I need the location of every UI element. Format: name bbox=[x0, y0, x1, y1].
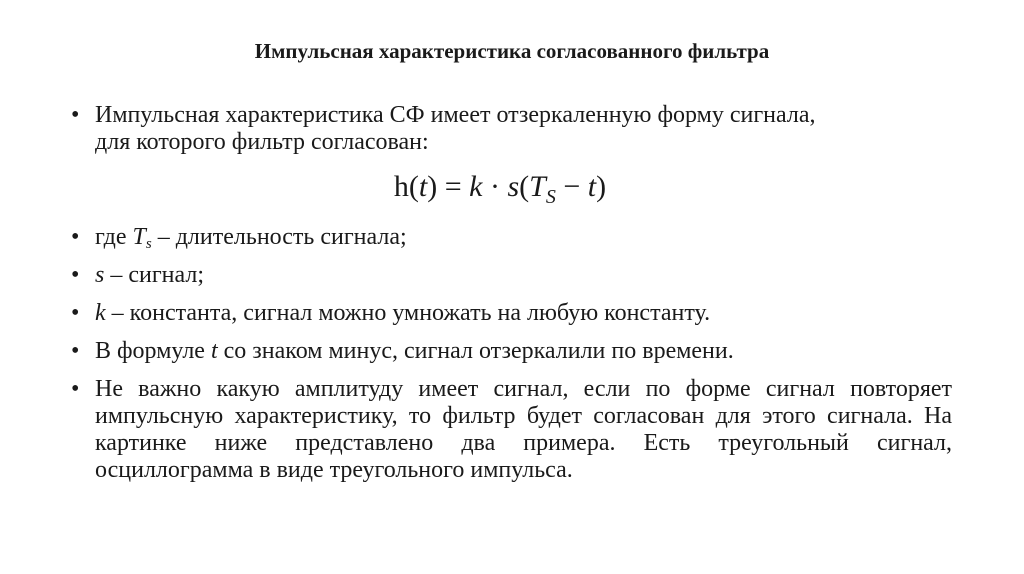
bullet-t-var: t bbox=[210, 338, 218, 364]
formula-h: h( bbox=[393, 170, 419, 203]
bullet-ts-var-letter: T bbox=[132, 224, 146, 250]
bullet-impulse-response bbox=[68, 102, 952, 156]
formula-eq: ) = bbox=[427, 170, 470, 203]
bullet-k-var: k bbox=[95, 300, 106, 326]
bullet-amplitude-note: • Не важно какую амплитуду имеет сигнал, если по форме сигнал повторяет импульсную характеристику, то фильтр будет согласован для этого сигнала. На картинке ниже представлено два примера. Есть треугольный сигнал, осциллограмма в виде треугольного импульса. bbox=[68, 376, 952, 484]
bullet-s-var: s bbox=[95, 262, 105, 288]
bullet-ts-var bbox=[133, 224, 152, 250]
bullet-impulse-response-line1: Импульсная характеристика СФ имеет отзеркаленную форму сигнала, bbox=[95, 102, 816, 128]
formula-T-subscript: S bbox=[545, 186, 556, 208]
bullet-k-definition bbox=[68, 300, 952, 327]
formula-k: k bbox=[469, 170, 483, 203]
bullet-s-text: – сигнал; bbox=[104, 262, 205, 288]
slide-title: Импульсная характеристика согласованного фильтра bbox=[254, 39, 770, 63]
formula-t: t bbox=[418, 170, 428, 203]
formula bbox=[68, 170, 952, 208]
formula-T: T bbox=[529, 170, 546, 203]
formula-minus: − bbox=[555, 170, 588, 203]
bullet-ts-text: – длительность сигнала; bbox=[151, 224, 407, 250]
bullet-impulse-response-line2: для которого фильтр согласован: bbox=[95, 129, 429, 155]
bullet-t-prefix: В формуле bbox=[95, 338, 211, 364]
formula-t2: t bbox=[587, 170, 597, 203]
formula-dot: · bbox=[482, 170, 508, 203]
formula-close-paren: ) bbox=[596, 170, 607, 203]
bullet-t-definition bbox=[68, 338, 952, 365]
bullet-ts-var-subscript: s bbox=[145, 236, 152, 252]
bullet-ts-prefix: где bbox=[95, 224, 133, 250]
bullet-t-text: со знаком минус, сигнал отзеркалили по времени. bbox=[217, 338, 734, 364]
bullet-list bbox=[68, 102, 952, 495]
formula-s: s bbox=[507, 170, 520, 203]
bullet-ts-definition bbox=[68, 224, 952, 251]
formula-open-paren: ( bbox=[519, 170, 530, 203]
bullet-s-definition bbox=[68, 262, 952, 289]
bullet-k-text: – константа, сигнал можно умножать на любую константу. bbox=[105, 300, 711, 326]
